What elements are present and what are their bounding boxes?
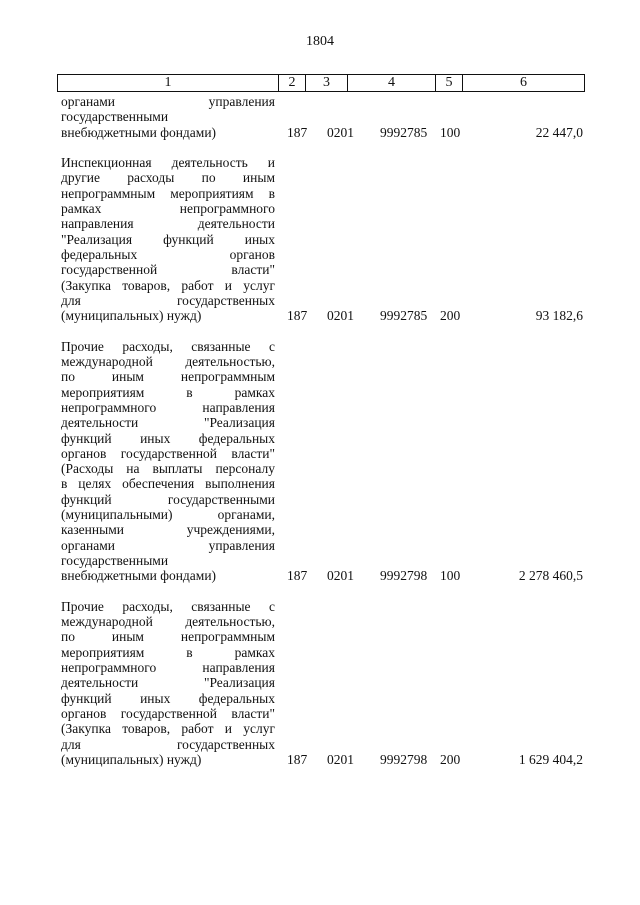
row-code-3: 0201 bbox=[327, 124, 354, 140]
description-line: рамках непрограммного bbox=[61, 201, 275, 217]
row-code-4: 9992798 bbox=[380, 568, 428, 584]
row-amount: 1 629 404,2 bbox=[518, 751, 583, 767]
description-line: функций государственными bbox=[61, 491, 275, 507]
description-line: государственными bbox=[61, 109, 169, 125]
description-line: Инспекционная деятельность и bbox=[61, 155, 275, 171]
description-line: органами управления bbox=[61, 94, 275, 109]
description-line: по иным непрограммным bbox=[61, 369, 275, 385]
description-line: международной деятельностью, bbox=[61, 354, 275, 370]
page-number: 1804 bbox=[306, 34, 334, 49]
description-line: (Закупка товаров, работ и услуг bbox=[61, 277, 275, 293]
description-line: внебюджетными фондами) bbox=[61, 124, 217, 140]
description-line: (муниципальных) нужд) bbox=[61, 751, 202, 767]
row-description bbox=[61, 599, 275, 767]
description-line: Прочие расходы, связанные с bbox=[61, 598, 275, 614]
row-code-2: 187 bbox=[287, 124, 308, 140]
row-code-5: 200 bbox=[440, 751, 461, 767]
description-line: (Закупка товаров, работ и услуг bbox=[61, 721, 275, 737]
description-line: внебюджетными фондами) bbox=[61, 568, 217, 584]
description-line: Прочие расходы, связанные с bbox=[61, 338, 275, 354]
description-line: казенными учреждениями, bbox=[61, 522, 275, 538]
description-line: органами управления bbox=[61, 537, 275, 553]
description-line: органов государственной власти" bbox=[61, 445, 275, 461]
description-line: функций иных федеральных bbox=[61, 430, 275, 446]
table-row bbox=[0, 94, 640, 140]
row-amount: 2 278 460,5 bbox=[518, 568, 583, 584]
description-line: мероприятиям в рамках bbox=[61, 384, 275, 400]
description-line: "Реализация функций иных bbox=[61, 231, 275, 247]
row-values bbox=[0, 125, 640, 140]
description-line: государственными bbox=[61, 552, 169, 568]
description-line: деятельности "Реализация bbox=[61, 415, 275, 431]
row-code-5: 100 bbox=[440, 568, 461, 584]
row-values bbox=[0, 568, 640, 583]
description-line: непрограммного направления bbox=[61, 660, 275, 676]
description-line: деятельности "Реализация bbox=[61, 675, 275, 691]
description-line: другие расходы по иным bbox=[61, 170, 275, 186]
description-line: (Расходы на выплаты персоналу bbox=[61, 461, 275, 477]
description-line: международной деятельностью, bbox=[61, 614, 275, 630]
header-col-6: 6 bbox=[462, 75, 584, 91]
header-col-5: 5 bbox=[435, 75, 462, 91]
row-code-3: 0201 bbox=[327, 308, 354, 324]
row-code-5: 100 bbox=[440, 124, 461, 140]
description-line: мероприятиям в рамках bbox=[61, 644, 275, 660]
table-row bbox=[0, 339, 640, 584]
description-line: (муниципальными) органами, bbox=[61, 507, 275, 523]
row-amount: 93 182,6 bbox=[535, 308, 583, 324]
description-line: в целях обеспечения выполнения bbox=[61, 476, 275, 492]
header-col-4: 4 bbox=[347, 75, 435, 91]
row-values bbox=[0, 308, 640, 323]
header-col-2: 2 bbox=[278, 75, 305, 91]
description-line: функций иных федеральных bbox=[61, 690, 275, 706]
row-code-2: 187 bbox=[287, 568, 308, 584]
description-line: (муниципальных) нужд) bbox=[61, 308, 202, 324]
description-line: государственной власти" bbox=[61, 262, 275, 278]
description-line: по иным непрограммным bbox=[61, 629, 275, 645]
row-code-2: 187 bbox=[287, 308, 308, 324]
description-line: направления деятельности bbox=[61, 216, 275, 232]
row-code-2: 187 bbox=[287, 751, 308, 767]
row-amount: 22 447,0 bbox=[535, 124, 583, 140]
description-line: органов государственной власти" bbox=[61, 705, 275, 721]
description-line: для государственных bbox=[61, 736, 275, 752]
table-row bbox=[0, 599, 640, 767]
row-code-3: 0201 bbox=[327, 751, 354, 767]
table-body bbox=[0, 94, 640, 767]
row-code-4: 9992798 bbox=[380, 751, 428, 767]
row-code-3: 0201 bbox=[327, 568, 354, 584]
description-line: непрограммного направления bbox=[61, 399, 275, 415]
header-col-1: 1 bbox=[164, 75, 172, 90]
row-code-4: 9992785 bbox=[380, 308, 428, 324]
row-description bbox=[61, 339, 275, 584]
row-description bbox=[61, 155, 275, 323]
header-col-3: 3 bbox=[305, 75, 347, 91]
table-header bbox=[57, 74, 585, 92]
description-line: для государственных bbox=[61, 292, 275, 308]
row-code-4: 9992785 bbox=[380, 124, 428, 140]
description-line: непрограммным мероприятиям в bbox=[61, 185, 275, 201]
description-line: федеральных органов bbox=[61, 246, 275, 262]
row-values bbox=[0, 752, 640, 767]
table-row bbox=[0, 155, 640, 323]
row-code-5: 200 bbox=[440, 308, 461, 324]
